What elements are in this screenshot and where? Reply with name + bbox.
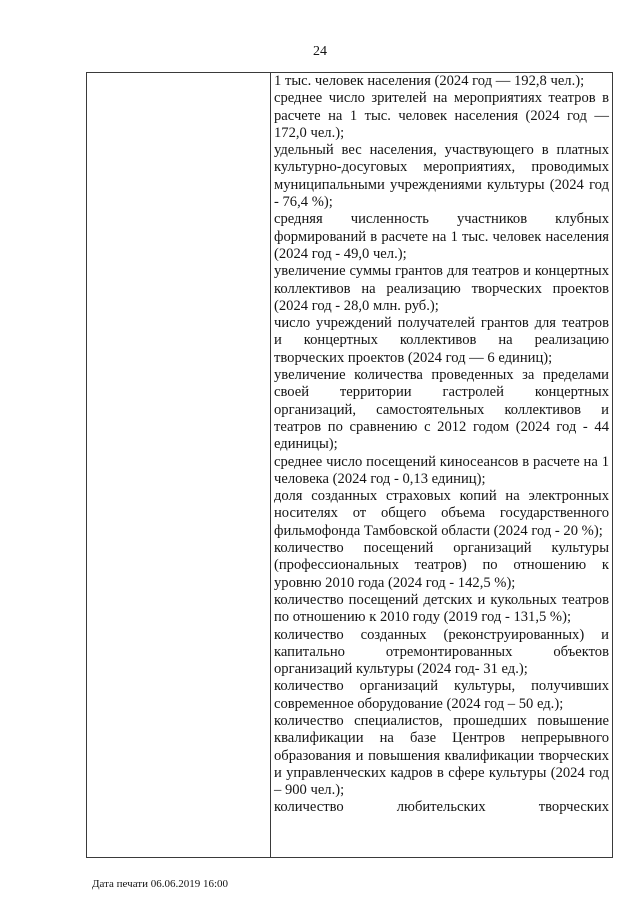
table-row [87,73,613,858]
indicator-entry: количество любительских творческих [274,799,609,816]
indicator-entry: 1 тыс. человек населения (2024 год — 192,8 чел.); [274,73,585,89]
indicator-entry: количество организаций культуры, получивших современное оборудование (2024 год – 50 ед.); [274,678,609,712]
table-cell-indicators [271,73,613,858]
indicator-entry: среднее число посещений киносеансов в расчете на 1 человека (2024 год - 0,13 единиц); [274,453,609,487]
indicator-entry: увеличение суммы грантов для театров и концертных коллективов на реализацию творческих проектов (2024 год - 28,0 млн. руб.); [274,263,609,314]
indicators-table [86,72,613,858]
indicator-entry: увеличение количества проведенных за пределами своей территории гастролей концертных организаций, самостоятельных коллективов и театров по сравнению с 2012 годом (2024 год - 44 единицы); [274,367,609,453]
print-date: Дата печати 06.06.2019 16:00 [92,878,229,890]
indicator-entry: число учреждений получателей грантов для театров и концертных коллективов на реализацию творческих проектов (2024 год — 6 единиц); [274,315,609,366]
indicator-entry: количество созданных (реконструированных) и капитально отремонтированных объектов организаций культуры (2024 год- 31 ед.); [274,626,609,678]
indicator-entry: среднее число зрителей на мероприятиях театров в расчете на 1 тыс. человек населения (2024 год — 172,0 чел.); [274,90,609,141]
indicator-entry: доля созданных страховых копий на электронных носителях от общего объема государственного фильмофонда Тамбовской области (2024 год - 20 %); [274,488,609,539]
indicator-entry: количество посещений детских и кукольных театров по отношению к 2010 году (2019 год - 131,5 %); [274,591,609,626]
page-number: 24 [313,44,327,59]
indicator-entry: количество специалистов, прошедших повышение квалификации на базе Центров непрерывного образования и повышения квалификации творческих и управленческих кадров в сфере культуры (2024 год – 900 чел.); [274,712,609,799]
table-cell-empty [87,73,271,858]
indicator-entry: количество посещений организаций культуры (профессиональных театров) по отношению к уровню 2010 года (2024 год - 142,5 %); [274,540,609,591]
indicator-entry: средняя численность участников клубных формирований в расчете на 1 тыс. человек населения (2024 год - 49,0 чел.); [274,211,609,262]
indicator-list [271,73,612,817]
indicator-entry: удельный вес населения, участвующего в платных культурно-досуговых мероприятиях, проводимых муниципальными учреждениями культуры (2024 год - 76,4 %); [274,142,609,211]
